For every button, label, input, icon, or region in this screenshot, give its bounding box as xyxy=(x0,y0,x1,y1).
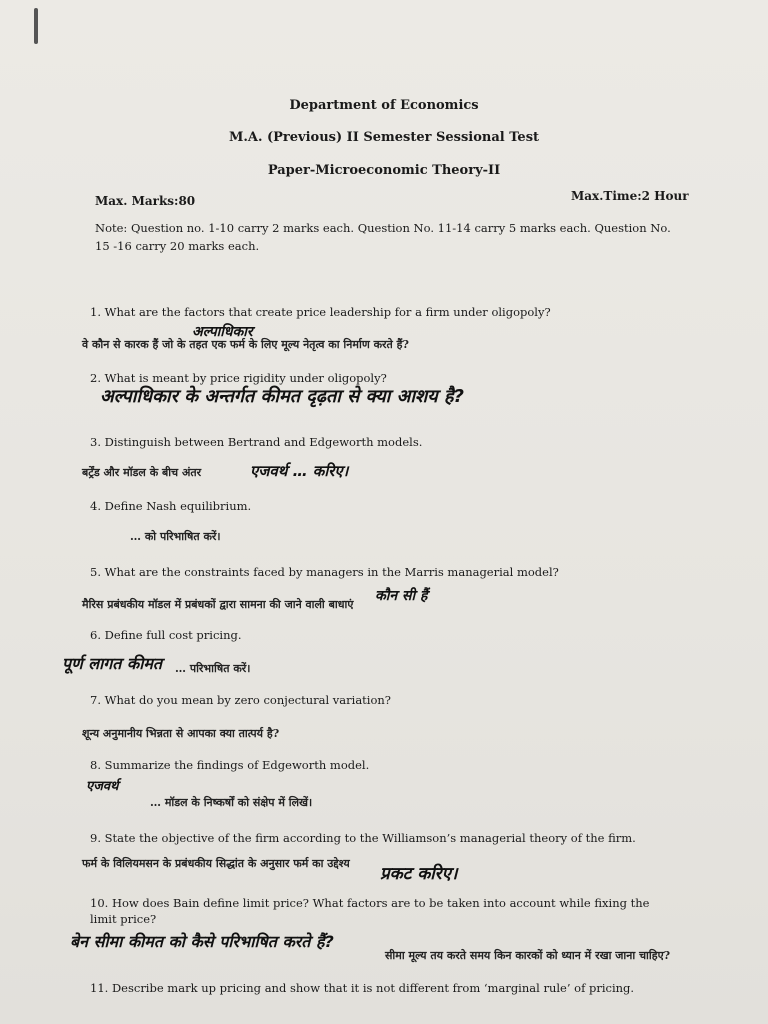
course-title: M.A. (Previous) II Semester Sessional Test xyxy=(228,130,540,145)
question-3-hindi: बर्ट्रेंड और मॉडल के बीच अंतर xyxy=(82,466,202,479)
department-title: Department of Economics xyxy=(289,98,479,113)
question-3: 3. Distinguish between Bertrand and Edgeworth models. xyxy=(90,435,423,449)
question-8-handwritten: एजवर्थ xyxy=(86,779,119,794)
question-6-hindi: … परिभाषित करें। xyxy=(175,662,251,675)
question-4: 4. Define Nash equilibrium. xyxy=(90,499,252,513)
question-5-handwritten: कौन सी हैं xyxy=(375,588,428,604)
question-7: 7. What do you mean by zero conjectural variation? xyxy=(90,693,391,707)
question-11: 11. Describe mark up pricing and show that it is not different from ‘marginal rule’ of pricing. xyxy=(90,981,635,995)
question-6-handwritten: पूर्ण लागत कीमत xyxy=(62,654,163,673)
question-10-handwritten: बेन सीमा कीमत को कैसे परिभाषित करते हैं? xyxy=(70,932,334,951)
question-1-hindi: वे कौन से कारक हैं जो के तहत एक फर्म के लिए मूल्य नेतृत्व का निर्माण करते हैं? xyxy=(82,338,409,351)
question-2: 2. What is meant by price rigidity under oligopoly? xyxy=(90,371,387,385)
question-1: 1. What are the factors that create price leadership for a firm under oligopoly? xyxy=(90,305,551,319)
max-time: Max.Time:2 Hour xyxy=(571,189,689,203)
question-9-hindi: फर्म के विलियमसन के प्रबंधकीय सिद्धांत के अनुसार फर्म का उद्देश्य xyxy=(82,857,350,870)
staple-mark xyxy=(34,8,38,44)
question-9-handwritten: प्रकट करिए। xyxy=(380,864,458,884)
question-4-hindi: … को परिभाषित करें। xyxy=(130,530,221,543)
question-2-handwritten: अल्पाधिकार के अन्तर्गत कीमत दृढ़ता से क्या आशय है? xyxy=(100,386,464,407)
question-6: 6. Define full cost pricing. xyxy=(90,628,242,642)
question-1-handwritten: अल्पाधिकार xyxy=(192,324,253,340)
question-3-handwritten: एजवर्थ … करिए। xyxy=(250,462,349,480)
max-marks: Max. Marks:80 xyxy=(95,194,196,208)
question-10-hindi: सीमा मूल्य तय करते समय किन कारकों को ध्यान में रखा जाना चाहिए? xyxy=(385,949,671,962)
question-10: 10. How does Bain define limit price? What factors are to be taken into account while fixing the limit price? xyxy=(90,896,650,926)
question-8-hindi: … मॉडल के निष्कर्षों को संक्षेप में लिखें। xyxy=(150,796,313,809)
paper-title: Paper-Microeconomic Theory-II xyxy=(267,163,501,178)
question-7-hindi: शून्य अनुमानीय भिन्नता से आपका क्या तात्पर्य है? xyxy=(82,727,280,740)
question-9: 9. State the objective of the firm according to the Williamson’s managerial theory of the firm. xyxy=(90,831,636,845)
question-8: 8. Summarize the findings of Edgeworth model. xyxy=(90,758,370,772)
question-5-hindi: मैरिस प्रबंधकीय मॉडल में प्रबंधकों द्वारा सामना की जाने वाली बाधाएं xyxy=(82,598,354,611)
instructions-note: Note: Question no. 1-10 carry 2 marks each. Question No. 11-14 carry 5 marks each. Question No. 15 -16 carry 20 marks each. xyxy=(95,221,671,253)
question-5: 5. What are the constraints faced by managers in the Marris managerial model? xyxy=(90,565,559,579)
